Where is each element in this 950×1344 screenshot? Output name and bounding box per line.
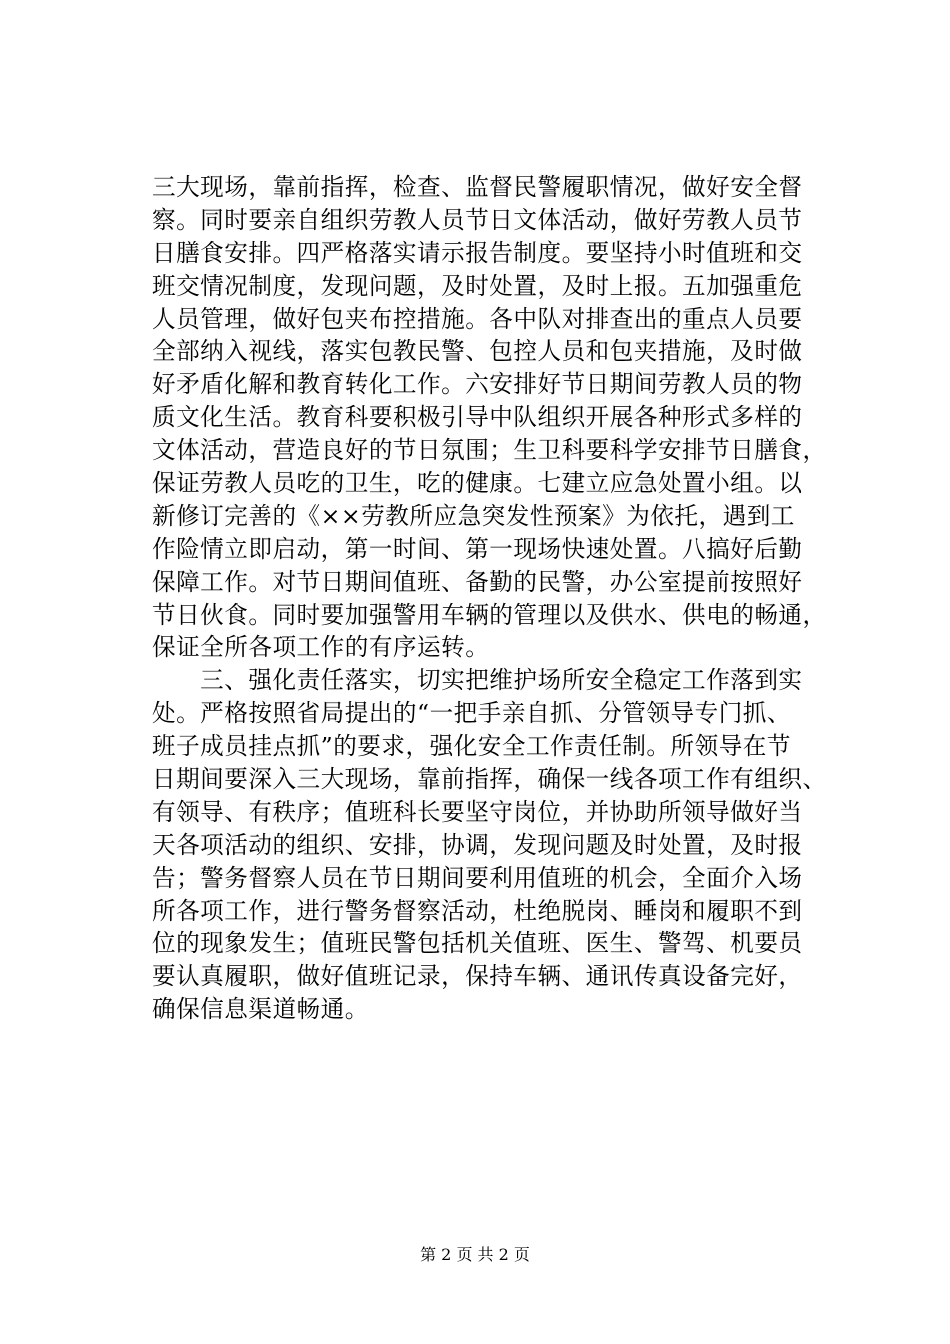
text-line: 天各项活动的组织、安排，协调，发现问题及时处置，及时报	[152, 830, 803, 859]
text-line: 保证全所各项工作的有序运转。	[152, 633, 490, 662]
text-line: 所各项工作，进行警务督察活动，杜绝脱岗、睡岗和履职不到	[152, 896, 803, 925]
text-line: 确保信息渠道畅通。	[152, 995, 369, 1024]
text-line: 位的现象发生；值班民警包括机关值班、医生、警驾、机要员	[152, 929, 803, 958]
page-footer	[0, 1244, 950, 1266]
text-line: 作险情立即启动，第一时间、第一现场快速处置。八搞好后勤	[152, 534, 803, 563]
text-line: 班子成员挂点抓”的要求，强化安全工作责任制。所领导在节	[152, 732, 791, 761]
text-line: 全部纳入视线，落实包教民警、包控人员和包夹措施，及时做	[152, 337, 803, 366]
text-line: 要认真履职，做好值班记录，保持车辆、通讯传真设备完好，	[152, 962, 803, 991]
text-line: 三大现场，靠前指挥，检查、监督民警履职情况，做好安全督	[152, 173, 803, 201]
paragraph-start-line: 三、强化责任落实，切实把维护场所安全稳定工作落到实	[152, 666, 803, 695]
text-line: 文体活动，营造良好的节日氛围；生卫科要科学安排节日膳食，	[152, 436, 827, 465]
text-line: 好矛盾化解和教育转化工作。六安排好节日期间劳教人员的物	[152, 370, 803, 399]
text-line: 保证劳教人员吃的卫生，吃的健康。七建立应急处置小组。以	[152, 469, 803, 498]
text-line: 处。严格按照省局提出的“一把手亲自抓、分管领导专门抓、	[152, 699, 791, 728]
text-line: 日期间要深入三大现场，靠前指挥，确保一线各项工作有组织、	[152, 765, 827, 794]
text-line: 人员管理，做好包夹布控措施。各中队对排查出的重点人员要	[152, 304, 803, 333]
text-line: 日膳食安排。四严格落实请示报告制度。要坚持小时值班和交	[152, 238, 803, 267]
text-line: 质文化生活。教育科要积极引导中队组织开展各种形式多样的	[152, 403, 803, 432]
text-line: 班交情况制度，发现问题，及时处置，及时上报。五加强重危	[152, 271, 803, 300]
text-line: 新修订完善的《××劳教所应急突发性预案》为依托，遇到工	[152, 501, 795, 530]
text-line: 有领导、有秩序；值班科长要坚守岗位，并协助所领导做好当	[152, 797, 803, 826]
text-line: 察。同时要亲自组织劳教人员节日文体活动，做好劳教人员节	[152, 205, 803, 234]
page-number-label: 第 2 页 共 2 页	[420, 1245, 530, 1264]
body-text	[152, 171, 832, 1026]
text-line: 保障工作。对节日期间值班、备勤的民警，办公室提前按照好	[152, 567, 803, 596]
text-line: 告；警务督察人员在节日期间要利用值班的机会，全面介入场	[152, 863, 803, 892]
text-line: 节日伙食。同时要加强警用车辆的管理以及供水、供电的畅通，	[152, 600, 827, 629]
